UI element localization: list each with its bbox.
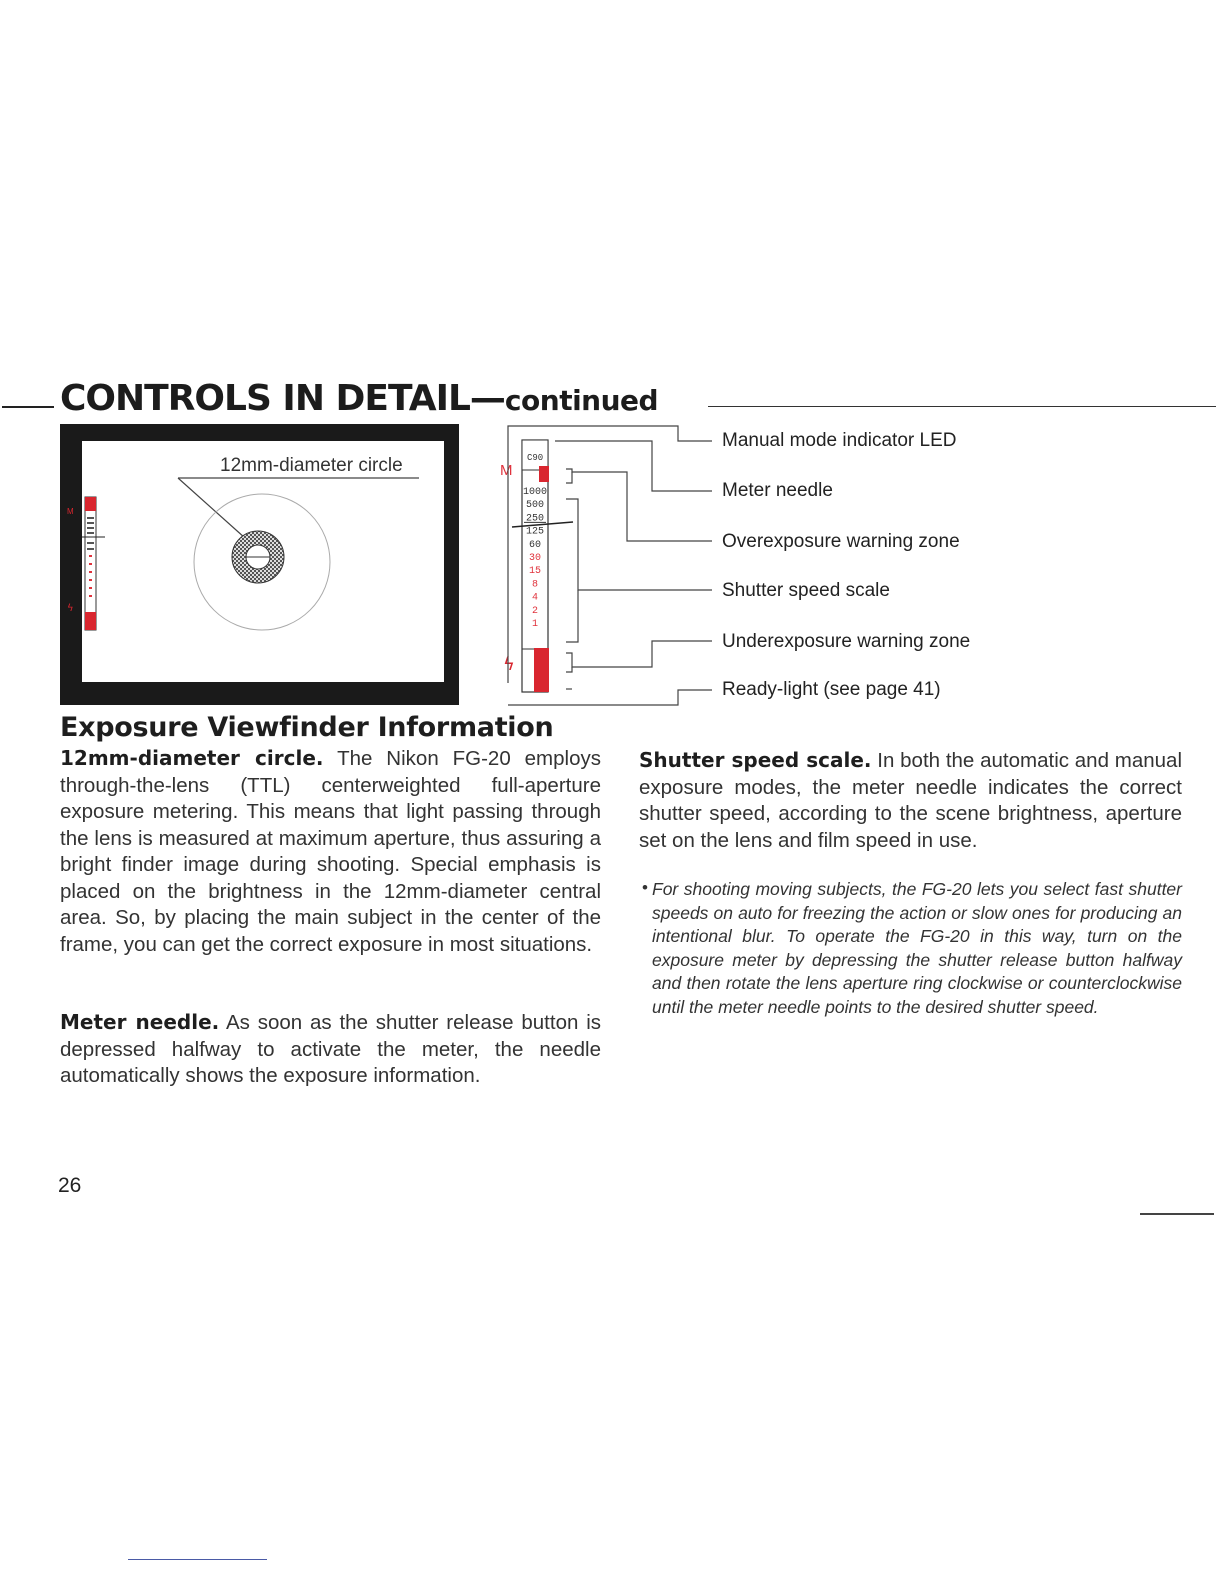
callout-manual-mode-led: Manual mode indicator LED	[722, 430, 957, 451]
speed-label-250: 250	[525, 513, 545, 525]
overexposure-red-zone	[539, 466, 549, 482]
ready-light-symbol: ϟ	[503, 654, 515, 675]
speed-label-15: 15	[528, 566, 542, 578]
paragraph-12mm-circle	[60, 745, 601, 958]
note-bullet: •	[642, 878, 648, 897]
circle-label: 12mm-diameter circle	[220, 455, 403, 476]
header-title-suffix: continued	[504, 384, 659, 417]
viewfinder-diagram	[0, 0, 1224, 720]
speed-label-30: 30	[528, 553, 542, 564]
edge-mark	[1140, 1213, 1214, 1215]
scale-top-mark: C90	[527, 453, 544, 463]
speed-label-500: 500	[525, 500, 545, 512]
speed-label-125: 125	[525, 526, 545, 538]
lead-12mm-circle: 12mm-diameter circle.	[60, 746, 324, 770]
speed-label-8: 8	[531, 579, 539, 591]
manual-mode-letter: M	[500, 462, 513, 479]
svg-text:M: M	[67, 507, 74, 516]
footer-rule	[128, 1559, 267, 1560]
text-meter-needle: As soon as the shutter release button is depressed halfway to activate the meter, the needle automatically shows the exposure information.	[60, 1011, 602, 1087]
viewfinder-frame	[60, 424, 459, 705]
shutter-speed-scale-detail	[500, 440, 573, 692]
paragraph-meter-needle	[60, 1009, 601, 1090]
text-shutter-speed-scale: In both the automatic and manual exposure modes, the meter needle indicates the correct shutter speed, according to the scene brightness, aperture set on the lens and film speed in use.	[639, 749, 1183, 852]
speed-label-1000: 1000	[522, 487, 548, 498]
speed-label-2: 2	[531, 605, 539, 617]
page-number: 26	[58, 1174, 82, 1197]
speed-label-1: 1	[531, 619, 539, 630]
header-title-main: CONTROLS IN DETAIL	[60, 378, 470, 419]
callout-shutter-speed-scale: Shutter speed scale	[722, 580, 890, 601]
section-heading: Exposure Viewfinder Information	[60, 712, 554, 743]
lead-shutter-speed-scale: Shutter speed scale.	[639, 748, 872, 772]
text-12mm-circle: The Nikon FG-20 employs through-the-lens (TTL) centerweighted full-aperture exposure metering. This means that light passing through the lens is measured at maximum aperture, thus assuring a bright finder image during shooting. Special emphasis is placed on the brightness in the 12mm-diameter central area. So, by placing the main subject in the center of the frame, you can get the correct exposure in most situations.	[60, 747, 601, 956]
paragraph-shutter-speed-scale	[639, 747, 1182, 854]
callout-overexposure-zone: Overexposure warning zone	[722, 531, 960, 552]
speed-label-4: 4	[531, 592, 539, 604]
lead-meter-needle: Meter needle.	[60, 1010, 220, 1034]
svg-text:ϟ: ϟ	[67, 603, 74, 614]
speed-label-60: 60	[528, 539, 542, 551]
callout-underexposure-zone: Underexposure warning zone	[722, 631, 971, 652]
note-moving-subjects: For shooting moving subjects, the FG-20 lets you select fast shutter speeds on auto for freezing the action or slow ones for producing an intentional blur. To operate the FG-20 in this way, turn on the exposure meter by depressing the shutter release button halfway and then rotate the lens aperture ring clockwise or counterclockwise until the meter needle points to the desired shutter speed.	[652, 879, 1182, 1017]
callout-ready-light: Ready-light (see page 41)	[722, 679, 941, 700]
header-title-dash: —	[469, 378, 505, 419]
underexposure-red-zone	[534, 648, 549, 692]
callout-meter-needle: Meter needle	[722, 480, 833, 501]
